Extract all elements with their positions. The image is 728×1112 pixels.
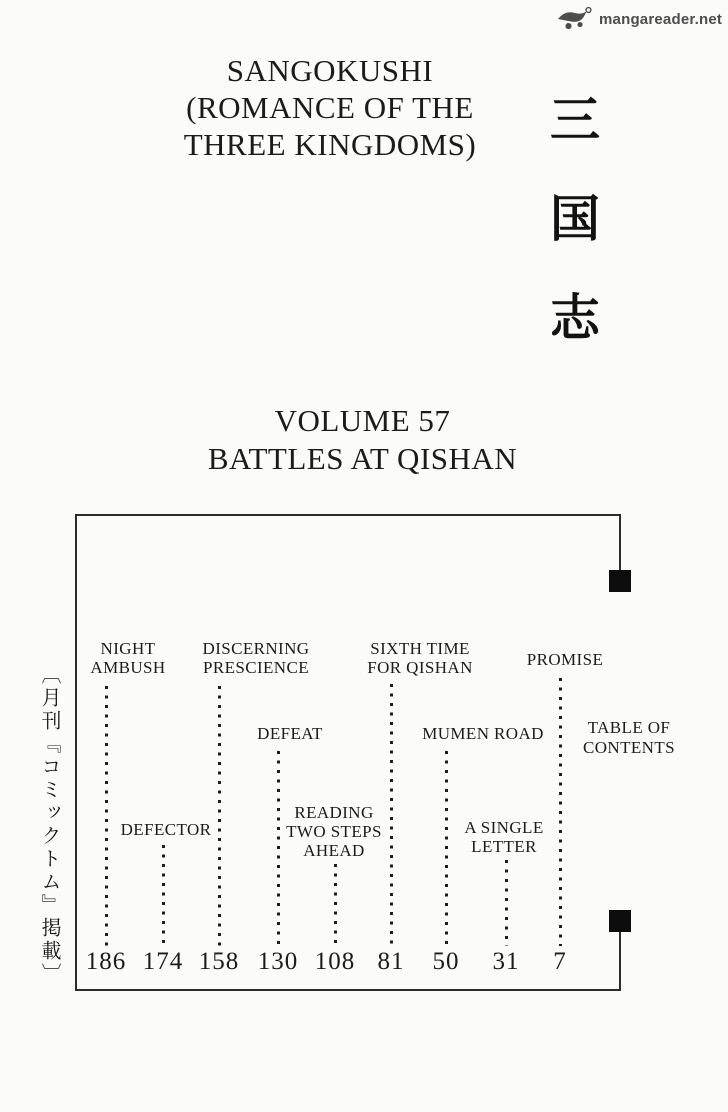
chapter-title: DEFECTOR bbox=[120, 820, 212, 839]
site-name[interactable]: mangareader.net bbox=[599, 10, 723, 28]
volume-subtitle: BATTLES AT QISHAN bbox=[207, 441, 518, 476]
kanji-title-vertical: 三国志 bbox=[542, 93, 600, 390]
chapter-page-number: 130 bbox=[257, 948, 299, 975]
chapter-leader-dots bbox=[505, 860, 508, 946]
publication-note-vertical: 〔月刊『コミックトム』掲載〕 bbox=[38, 664, 60, 986]
chapter-leader-dots bbox=[162, 845, 165, 946]
toc-frame-right-top-segment bbox=[619, 514, 621, 572]
book-title-line1: SANGOKUSHI bbox=[226, 53, 434, 88]
toc-heading bbox=[579, 718, 679, 758]
chapter-leader-dots bbox=[390, 684, 393, 946]
chapter-leader-dots bbox=[445, 751, 448, 946]
top-right-square-marker bbox=[609, 570, 631, 592]
chapter-title: DEFEAT bbox=[257, 724, 323, 743]
chapter-page-number: 50 bbox=[432, 948, 460, 975]
bottom-right-square-marker bbox=[609, 910, 631, 932]
chapter-page-number: 158 bbox=[198, 948, 240, 975]
toc-frame-left-line bbox=[75, 514, 77, 991]
site-watermark[interactable] bbox=[556, 6, 722, 32]
chapter-title: READING TWO STEPS AHEAD bbox=[286, 803, 382, 860]
chapter-page-number: 31 bbox=[492, 948, 520, 975]
volume-number: VOLUME 57 bbox=[274, 403, 451, 438]
chapter-page-number: 7 bbox=[553, 948, 567, 975]
chapter-title: SIXTH TIME FOR QISHAN bbox=[367, 639, 473, 677]
toc-heading-line1: TABLE OF bbox=[587, 718, 671, 737]
chapter-title: NIGHT AMBUSH bbox=[90, 639, 166, 677]
chapter-leader-dots bbox=[559, 678, 562, 946]
chapter-title: MUMEN ROAD bbox=[422, 724, 544, 743]
book-title-line3: THREE KINGDOMS) bbox=[183, 127, 477, 162]
toc-heading-line2: CONTENTS bbox=[583, 738, 675, 757]
toc-frame-top-line bbox=[75, 514, 621, 516]
bird-splash-icon bbox=[556, 6, 596, 32]
book-title bbox=[90, 52, 570, 163]
chapter-leader-dots bbox=[277, 751, 280, 946]
chapter-page-number: 174 bbox=[142, 948, 184, 975]
book-title-line2: (ROMANCE OF THE bbox=[186, 90, 474, 125]
volume-heading bbox=[80, 402, 645, 478]
chapter-title: DISCERNING PRESCIENCE bbox=[202, 639, 310, 677]
chapter-page-number: 186 bbox=[85, 948, 127, 975]
chapter-title: PROMISE bbox=[526, 650, 604, 669]
chapter-title: A SINGLE LETTER bbox=[464, 818, 544, 856]
chapter-leader-dots bbox=[334, 864, 337, 946]
toc-frame-right-bottom-segment bbox=[619, 931, 621, 991]
chapter-page-number: 81 bbox=[377, 948, 405, 975]
toc-frame-bottom-line bbox=[75, 989, 621, 991]
chapter-leader-dots bbox=[218, 686, 221, 946]
chapter-page-number: 108 bbox=[314, 948, 356, 975]
chapter-leader-dots bbox=[105, 686, 108, 946]
